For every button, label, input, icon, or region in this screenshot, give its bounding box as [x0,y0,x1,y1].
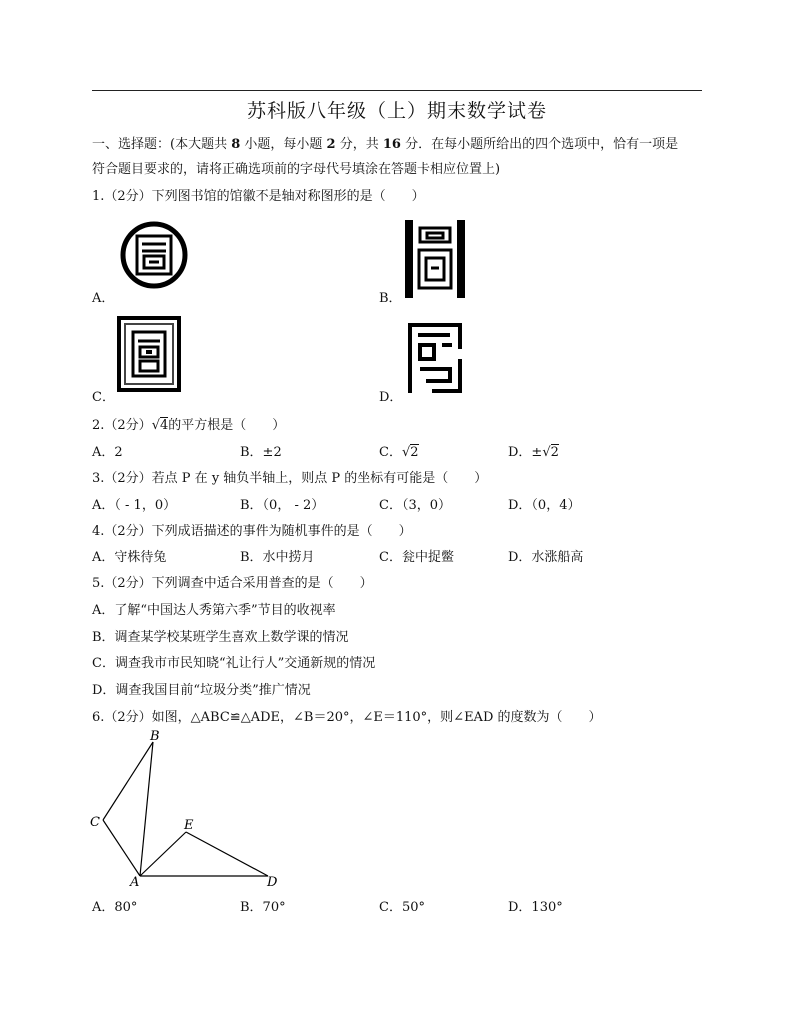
q4-option-c: C．瓮中捉鳖 [379,550,454,565]
q3-option-a: A．（ - 1，0） [92,498,177,513]
q2-option-b: B．±2 [240,445,282,460]
heading-text: 分．在每小题所给出的四个选项中，恰有一项是 [400,137,679,152]
page-title: 苏科版八年级（上）期末数学试卷 [246,100,547,122]
q3-option-c: C．（3，0） [379,498,451,513]
segment-ca [103,820,140,876]
q6-option-a: A．80° [92,900,138,915]
q1-option-a-label: A． [92,291,115,306]
heading-number: 16 [382,137,401,152]
sqrt-argument: 4 [159,418,169,433]
section-heading-line2: 符合题目要求的，请将正确选项前的字母代号填涂在答题卡相应位置上) [92,162,501,177]
header-rule [92,90,702,91]
library-logo-a [120,214,188,296]
point-label-d: D [267,875,278,890]
question-5-stem: 5.（2分）下列调查中适合采用普查的是（ ） [92,576,373,591]
q4-option-a: A．守株待兔 [92,550,167,565]
section-heading-line1 [92,133,678,152]
q1-option-b-label: B． [379,291,402,306]
segment-ed [186,832,268,876]
q2-option-a: A．2 [92,445,123,460]
q3-option-b: B．（0， - 2） [240,498,325,513]
q2-stem-suffix: 的平方根是（ ） [168,418,286,433]
q6-option-d: D．130° [508,900,563,915]
segment-cb [103,742,153,820]
question-4-stem: 4.（2分）下列成语描述的事件为随机事件的是（ ） [92,524,412,539]
point-label-b: B [150,729,160,744]
sqrt-radical: √ [542,445,551,460]
heading-text: 一、选择题：(本大题共 [92,137,232,152]
point-label-e: E [184,818,194,833]
library-logo-d [404,319,466,395]
q2-option-c-label: C． [379,445,402,460]
question-3-stem: 3.（2分）若点 P 在 y 轴负半轴上，则点 P 的坐标有可能是（ ） [92,471,488,486]
q5-option-b: B．调查某学校某班学生喜欢上数学课的情况 [92,630,349,645]
q5-option-a: A．了解“中国达人秀第六季”节目的收视率 [92,603,336,618]
q4-option-b: B．水中捞月 [240,550,315,565]
q2-stem-prefix: 2.（2分） [92,418,152,433]
heading-text: 分，共 [335,137,383,152]
q5-option-d: D．调查我国目前“垃圾分类”推广情况 [92,683,311,698]
question-2-stem [92,414,285,433]
q6-option-b: B．70° [240,900,286,915]
q6-option-c: C．50° [379,900,425,915]
question-6-stem: 6.（2分）如图，△ABC≌△ADE，∠B＝20°，∠E＝110°，则∠EAD 的度数为（ ） [92,710,602,725]
q5-option-c: C．调查我市市民知晓“礼让行人”交通新规的情况 [92,656,376,671]
triangle-figure [88,728,288,890]
segment-ae [140,832,186,876]
heading-number: 2 [326,137,336,152]
q2-option-d-label: D．± [508,445,543,460]
sqrt-argument: 2 [550,445,559,460]
point-label-c: C [90,815,100,830]
q3-option-d: D．（0，4） [508,498,581,513]
heading-text: 小题，每小题 [240,137,327,152]
point-label-a: A [130,875,140,890]
sqrt-argument: 2 [410,445,419,460]
q2-option-d [508,441,559,460]
q1-option-d-label: D． [379,390,403,405]
sqrt-radical: √ [151,418,160,433]
q4-option-d: D．水涨船高 [508,550,584,565]
library-logo-c [117,316,181,392]
segment-ba [140,742,153,876]
sqrt-radical: √ [401,445,411,460]
heading-number: 8 [231,137,241,152]
question-1-stem: 1.（2分）下列图书馆的馆徽不是轴对称图形的是（ ） [92,189,425,204]
q1-option-c-label: C． [92,390,115,405]
q2-option-c [379,441,419,460]
library-logo-b [405,220,465,298]
